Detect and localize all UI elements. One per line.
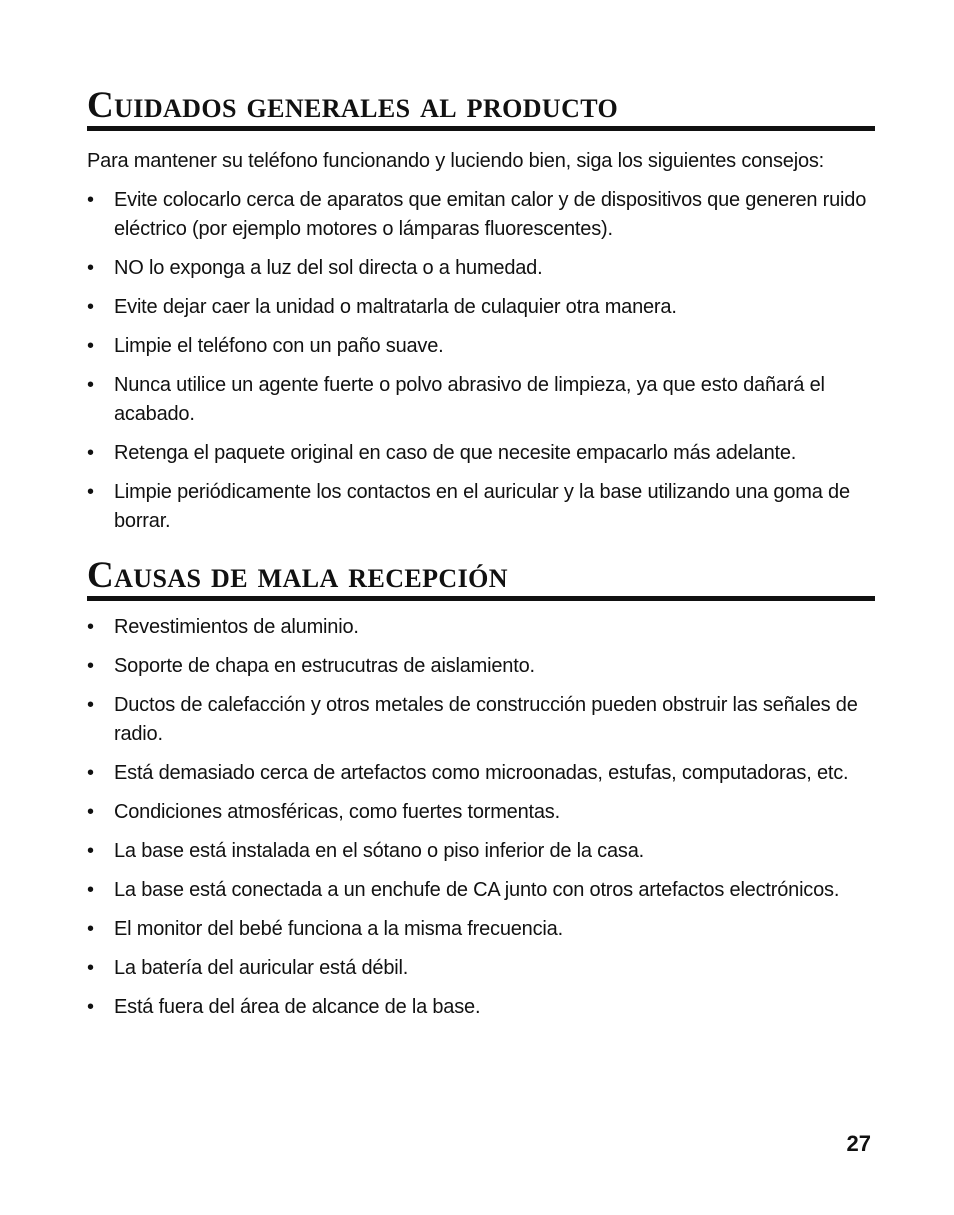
list-item (87, 371, 875, 429)
bullet-icon: • (87, 442, 94, 464)
bullet-icon: • (87, 335, 94, 357)
care-intro: Para mantener su teléfono funcionando y luciendo bien, siga los siguientes consejos: (87, 150, 825, 172)
list-item-text: Evite colocarlo cerca de aparatos que emitan calor y de dispositivos que generen ruido eléctrico (por ejemplo motores o lámparas fluorescentes). (114, 189, 867, 240)
bullet-icon: • (87, 762, 94, 784)
list-item (87, 613, 875, 642)
list-item-text: Ductos de calefacción y otros metales de construcción pueden obstruir las señales de radio. (114, 694, 858, 745)
reception-list (87, 613, 875, 1022)
bullet-icon: • (87, 879, 94, 901)
list-item (87, 652, 875, 681)
bullet-icon: • (87, 918, 94, 940)
section-title-care: Cuidados generales al producto (87, 86, 875, 131)
list-item-text: Nunca utilice un agente fuerte o polvo abrasivo de limpieza, ya que esto dañará el acabado. (114, 374, 825, 425)
list-item-text: La batería del auricular está débil. (114, 957, 409, 979)
list-item (87, 759, 875, 788)
bullet-icon: • (87, 296, 94, 318)
list-item (87, 876, 875, 905)
list-item-text: Está demasiado cerca de artefactos como microonadas, estufas, computadoras, etc. (114, 762, 849, 784)
list-item-text: Limpie el teléfono con un paño suave. (114, 335, 444, 357)
bullet-icon: • (87, 257, 94, 279)
list-item (87, 691, 875, 749)
list-item-text: Está fuera del área de alcance de la base. (114, 996, 481, 1018)
list-item-text: Limpie periódicamente los contactos en el auricular y la base utilizando una goma de borrar. (114, 481, 850, 532)
bullet-icon: • (87, 374, 94, 396)
bullet-icon: • (87, 189, 94, 211)
list-item-text: Condiciones atmosféricas, como fuertes tormentas. (114, 801, 560, 823)
bullet-icon: • (87, 481, 94, 503)
list-item-text: Revestimientos de aluminio. (114, 616, 359, 638)
list-item (87, 837, 875, 866)
list-item-text: Soporte de chapa en estrucutras de aislamiento. (114, 655, 535, 677)
list-item (87, 798, 875, 827)
list-item (87, 332, 875, 361)
bullet-icon: • (87, 694, 94, 716)
care-list (87, 186, 875, 536)
list-item (87, 439, 875, 468)
list-item-text: Retenga el paquete original en caso de que necesite empacarlo más adelante. (114, 442, 797, 464)
list-item (87, 254, 875, 283)
bullet-icon: • (87, 840, 94, 862)
list-item-text: La base está conectada a un enchufe de CA junto con otros artefactos electrónicos. (114, 879, 840, 901)
section-title-reception: Causas de mala recepción (87, 556, 875, 601)
list-item (87, 478, 875, 536)
list-item (87, 186, 875, 244)
page-number: 27 (846, 1131, 871, 1156)
bullet-icon: • (87, 801, 94, 823)
list-item (87, 915, 875, 944)
list-item (87, 993, 875, 1022)
list-item-text: El monitor del bebé funciona a la misma frecuencia. (114, 918, 563, 940)
list-item-text: Evite dejar caer la unidad o maltratarla de culaquier otra manera. (114, 296, 677, 318)
list-item-text: La base está instalada en el sótano o piso inferior de la casa. (114, 840, 644, 862)
list-item (87, 293, 875, 322)
list-item-text: NO lo exponga a luz del sol directa o a humedad. (114, 257, 543, 279)
bullet-icon: • (87, 957, 94, 979)
manual-page (87, 86, 875, 1022)
bullet-icon: • (87, 996, 94, 1018)
list-item (87, 954, 875, 983)
bullet-icon: • (87, 655, 94, 677)
bullet-icon: • (87, 616, 94, 638)
